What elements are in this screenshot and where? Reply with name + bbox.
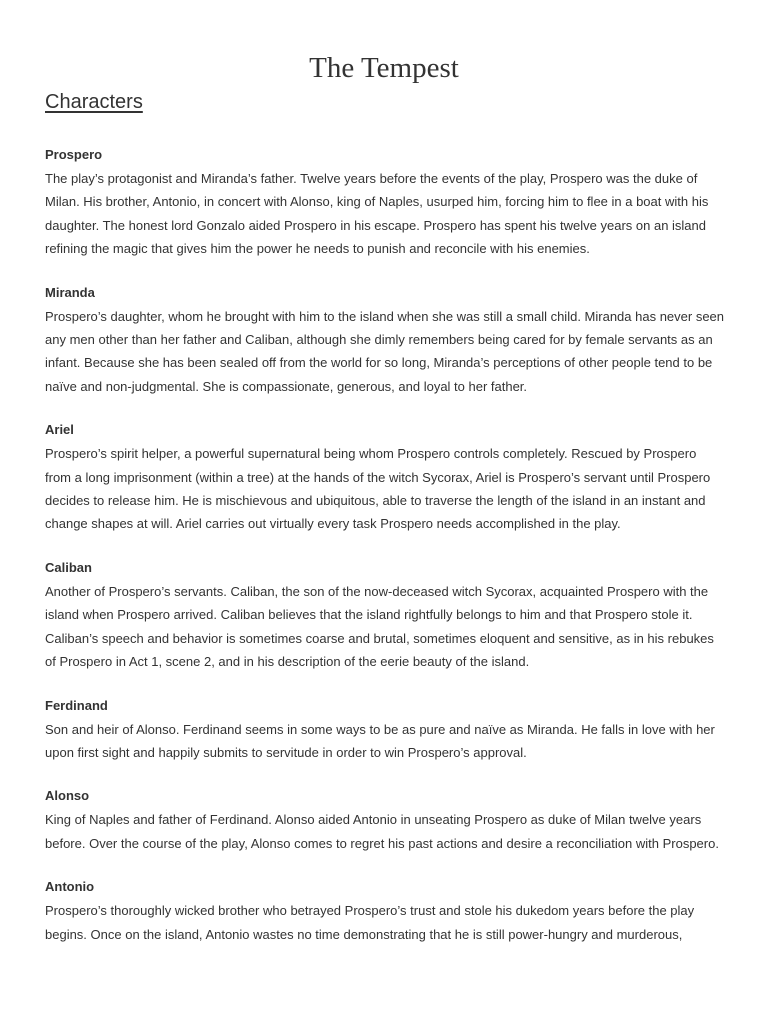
- character-name: Alonso: [45, 788, 90, 804]
- character-name: Miranda: [45, 284, 95, 300]
- character-entry: [45, 556, 725, 674]
- character-description: King of Naples and father of Ferdinand. Alonso aided Antonio in unseating Prospero as duke of Milan twelve years before. Over the course of the play, Alonso comes to regret his past actions and desire a reconciliation with Prospero.: [45, 812, 719, 851]
- character-entry: [45, 784, 725, 855]
- character-entry: [45, 281, 725, 399]
- character-name: Antonio: [45, 879, 95, 895]
- character-name: Caliban: [45, 559, 92, 575]
- page-title: The Tempest: [309, 52, 459, 84]
- character-description: Prospero’s thoroughly wicked brother who betrayed Prospero’s trust and stole his dukedom years before the play begins. Once on the island, Antonio wastes no time demonstrating that he is still power-hungry and murderous,: [45, 903, 695, 942]
- character-description: Son and heir of Alonso. Ferdinand seems in some ways to be as pure and naïve as Miranda. He falls in love with her upon first sight and happily submits to servitude in order to win Prospero’s approval.: [45, 721, 715, 760]
- character-entry: [45, 143, 725, 261]
- section-heading: Characters: [45, 91, 143, 113]
- character-name: Prospero: [45, 147, 103, 162]
- character-description: Prospero’s daughter, whom he brought with him to the island when she was still a small child. Miranda has never seen any men other than her father and Caliban, although she dimly remembers being cared for by female servants as an infant. Because she has been sealed off from the world for so long, Miranda’s perceptions of other people tend to be naïve and non-judgmental. She is compassionate, generous, and loyal to her father.: [45, 308, 725, 394]
- character-name: Ariel: [45, 422, 74, 438]
- character-entry: [45, 875, 725, 946]
- character-description: The play’s protagonist and Miranda’s father. Twelve years before the events of the play, Prospero was the duke of Milan. His brother, Antonio, in concert with Alonso, king of Naples, usurped him, forcing him to flee in a boat with his daughter. The honest lord Gonzalo aided Prospero in his escape. Prospero has spent his twelve years on an island refining the magic that gives him the power he needs to punish and reconcile with his enemies.: [45, 171, 709, 257]
- character-description: Prospero’s spirit helper, a powerful supernatural being whom Prospero controls completely. Rescued by Prospero from a long imprisonment (within a tree) at the hands of the witch Sycorax, Ariel is Prospero’s servant until Prospero decides to release him. He is mischievous and ubiquitous, able to traverse the length of the island in an instant and change shapes at will. Ariel carries out virtually every task Prospero needs accomplished in the play.: [45, 446, 711, 532]
- character-entry: [45, 418, 725, 536]
- character-list: [45, 143, 725, 966]
- character-entry: [45, 694, 725, 765]
- character-name: Ferdinand: [45, 697, 108, 713]
- character-description: Another of Prospero’s servants. Caliban, the son of the now-deceased witch Sycorax, acquainted Prospero with the island when Prospero arrived. Caliban believes that the island rightfully belongs to him and that Prospero stole it. Caliban’s speech and behavior is sometimes coarse and brutal, sometimes eloquent and sensitive, as in his rebukes of Prospero in Act 1, scene 2, and in his description of the eerie beauty of the island.: [45, 583, 714, 670]
